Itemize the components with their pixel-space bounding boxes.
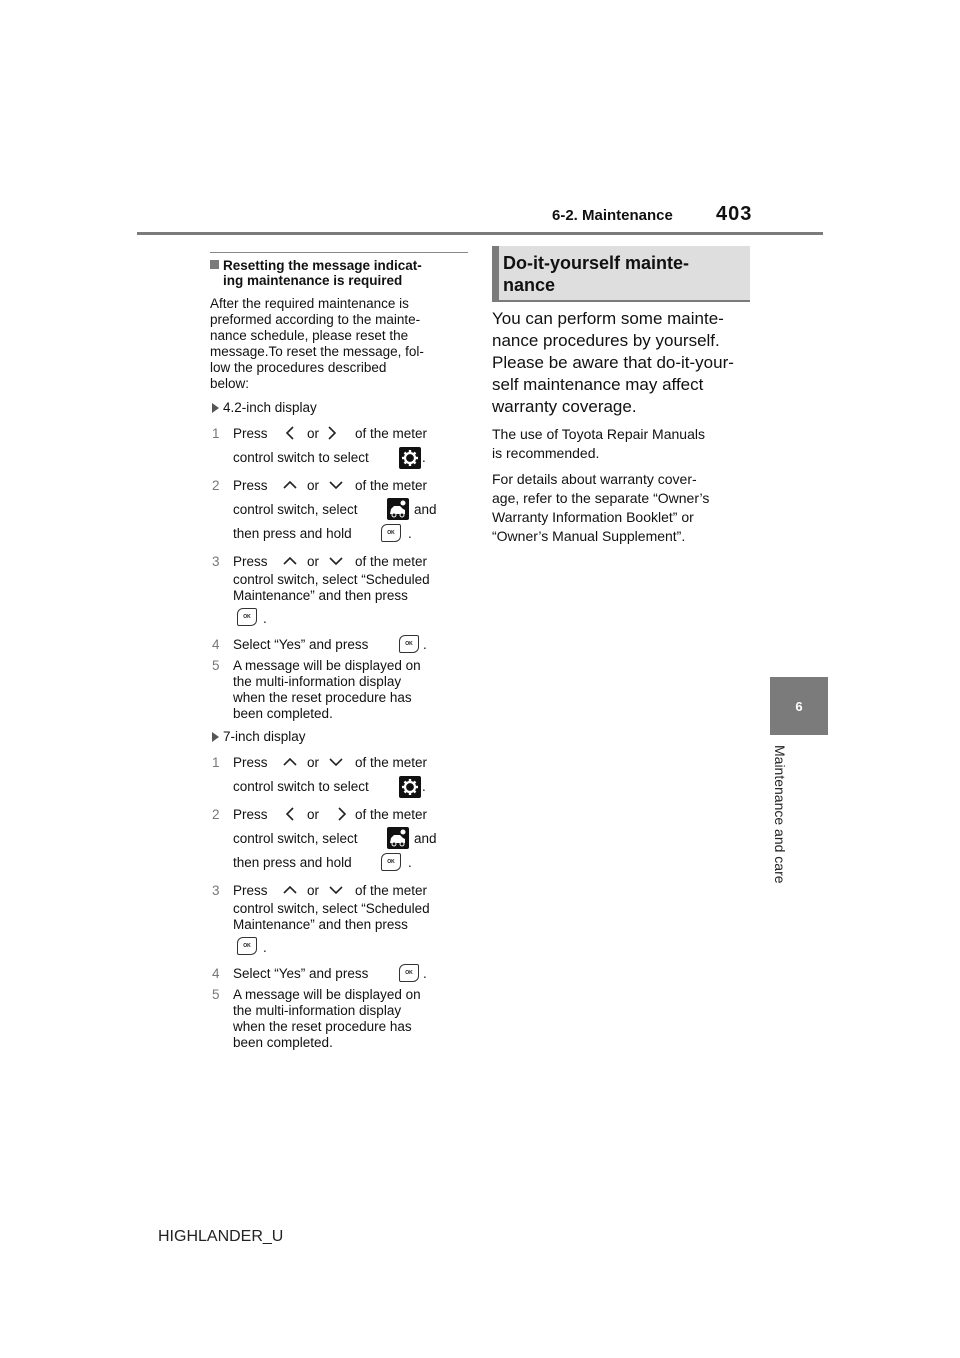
step-text: control switch, select <box>233 831 358 846</box>
body-line: age, refer to the separate “Owner’s <box>492 490 710 506</box>
step-text: the multi-information display <box>233 674 402 689</box>
step-text: been completed. <box>233 706 333 721</box>
lead-line: nance procedures by yourself. <box>492 331 720 350</box>
chevron-left-icon <box>283 807 297 821</box>
step-text: of the meter <box>355 883 428 898</box>
step-text: Press <box>233 478 268 493</box>
intro-line: below: <box>210 376 250 391</box>
step-text: Press <box>233 554 268 569</box>
chevron-down-icon <box>329 883 343 897</box>
body-line: Warranty Information Booklet” or <box>492 509 694 525</box>
body-line: For details about warranty cover- <box>492 471 697 487</box>
chevron-up-icon <box>283 478 297 492</box>
step-text: . <box>423 966 427 981</box>
chevron-up-icon <box>283 883 297 897</box>
step-text: of the meter <box>355 807 428 822</box>
body-line: “Owner’s Manual Supplement”. <box>492 528 686 544</box>
chevron-down-icon <box>329 554 343 568</box>
step-number: 4 <box>212 637 220 652</box>
step-text: Press <box>233 807 268 822</box>
step-text: control switch to select <box>233 450 369 465</box>
chevron-down-icon <box>329 478 343 492</box>
chapter-label <box>772 745 792 915</box>
step-text: of the meter <box>355 478 428 493</box>
step-text: been completed. <box>233 1035 333 1050</box>
lead-line: Please be aware that do-it-your- <box>492 353 734 372</box>
chevron-right-icon <box>335 807 349 821</box>
header-rule <box>137 232 823 235</box>
step-text: Press <box>233 426 268 441</box>
body-line: The use of Toyota Repair Manuals <box>492 426 705 442</box>
ok-button-icon <box>399 964 419 982</box>
step-text: control switch, select “Scheduled <box>233 572 430 587</box>
ok-label: OK <box>243 943 251 949</box>
step-text: . <box>423 637 427 652</box>
step-text: and <box>414 831 437 846</box>
step-text: control switch, select <box>233 502 358 517</box>
step-text: . <box>422 779 426 794</box>
step-number: 4 <box>212 966 220 981</box>
chevron-up-icon <box>283 554 297 568</box>
step-number: 5 <box>212 987 220 1002</box>
chevron-down-icon <box>329 755 343 769</box>
step-text: Select “Yes” and press <box>233 637 369 652</box>
square-bullet-icon <box>210 260 219 269</box>
chapter-tab <box>770 677 828 735</box>
bullet-7-inch <box>212 729 306 744</box>
step-text: . <box>263 940 267 955</box>
lead-line: You can perform some mainte- <box>492 309 724 328</box>
page-number: 403 <box>716 203 753 225</box>
chapter-number: 6 <box>795 698 803 714</box>
step-number: 3 <box>212 554 220 569</box>
step-text: Maintenance” and then press <box>233 917 408 932</box>
heading-line-2: nance <box>503 275 556 295</box>
step-text: . <box>422 450 426 465</box>
repair-manuals-paragraph <box>492 425 752 463</box>
step-text: . <box>263 611 267 626</box>
subheading-line-1: Resetting the message indicat- <box>223 258 422 273</box>
step-text: Press <box>233 755 268 770</box>
step-text: control switch to select <box>233 779 369 794</box>
step-text: Select “Yes” and press <box>233 966 369 981</box>
step-number: 2 <box>212 807 220 822</box>
step-text: or <box>307 478 320 493</box>
chevron-left-icon <box>283 426 297 440</box>
step-text: or <box>307 807 320 822</box>
footer-model: HIGHLANDER_U <box>158 1228 284 1245</box>
step-text: then press and hold <box>233 855 352 870</box>
intro-line: After the required maintenance is <box>210 296 409 311</box>
step-text: or <box>307 426 320 441</box>
step-text: when the reset procedure has <box>233 690 412 705</box>
subheading <box>210 258 470 288</box>
step-text: . <box>408 855 412 870</box>
chapter-label-text: Maintenance and care <box>772 745 788 884</box>
car-settings-icon <box>387 498 409 520</box>
step-text: when the reset procedure has <box>233 1019 412 1034</box>
step-text: A message will be displayed on <box>233 658 421 673</box>
step-text: . <box>408 526 412 541</box>
settings-gear-icon <box>399 447 421 469</box>
subheading-line-2: ing maintenance is required <box>223 273 403 288</box>
triangle-bullet-icon <box>212 403 219 413</box>
step-text: A message will be displayed on <box>233 987 421 1002</box>
intro-line: message.To reset the message, fol- <box>210 344 424 359</box>
ok-label: OK <box>405 641 413 647</box>
lead-line: warranty coverage. <box>492 397 637 416</box>
ok-button-icon <box>237 608 257 626</box>
step-text: or <box>307 755 320 770</box>
step-text: or <box>307 554 320 569</box>
step-text: or <box>307 883 320 898</box>
section-heading <box>503 252 689 296</box>
step-number: 1 <box>212 755 220 770</box>
step-number: 5 <box>212 658 220 673</box>
ok-label: OK <box>387 530 395 536</box>
lead-paragraph <box>492 308 752 418</box>
step-text: then press and hold <box>233 526 352 541</box>
triangle-bullet-icon <box>212 732 219 742</box>
step-text: control switch, select “Scheduled <box>233 901 430 916</box>
ok-label: OK <box>405 970 413 976</box>
step-text: Press <box>233 883 268 898</box>
chevron-up-icon <box>283 755 297 769</box>
ok-button-icon <box>237 937 257 955</box>
step-text: of the meter <box>355 426 428 441</box>
step-number: 2 <box>212 478 220 493</box>
ok-button-icon <box>399 635 419 653</box>
chevron-right-icon <box>325 426 339 440</box>
step-text: of the meter <box>355 755 428 770</box>
ok-label: OK <box>243 614 251 620</box>
step-number: 1 <box>212 426 220 441</box>
lead-line: self maintenance may affect <box>492 375 704 394</box>
ok-label: OK <box>387 859 395 865</box>
bullet-label: 7-inch display <box>223 729 306 744</box>
step-text: of the meter <box>355 554 428 569</box>
car-settings-icon <box>387 827 409 849</box>
intro-line: nance schedule, please reset the <box>210 328 409 343</box>
step-text: Maintenance” and then press <box>233 588 408 603</box>
warranty-paragraph <box>492 470 752 546</box>
ok-button-icon <box>381 524 401 542</box>
bullet-label: 4.2-inch display <box>223 400 317 415</box>
step-text: the multi-information display <box>233 1003 402 1018</box>
intro-line: low the procedures described <box>210 360 387 375</box>
body-line: is recommended. <box>492 445 600 461</box>
intro-paragraph <box>210 296 466 392</box>
ok-button-icon <box>381 853 401 871</box>
step-text: and <box>414 502 437 517</box>
step-number: 3 <box>212 883 220 898</box>
intro-line: preformed according to the mainte- <box>210 312 421 327</box>
section-title: 6-2. Maintenance <box>552 207 673 224</box>
subheading-rule <box>210 252 468 253</box>
heading-line-1: Do-it-yourself mainte- <box>503 253 690 273</box>
bullet-4-2-inch <box>212 400 317 415</box>
settings-gear-icon <box>399 776 421 798</box>
